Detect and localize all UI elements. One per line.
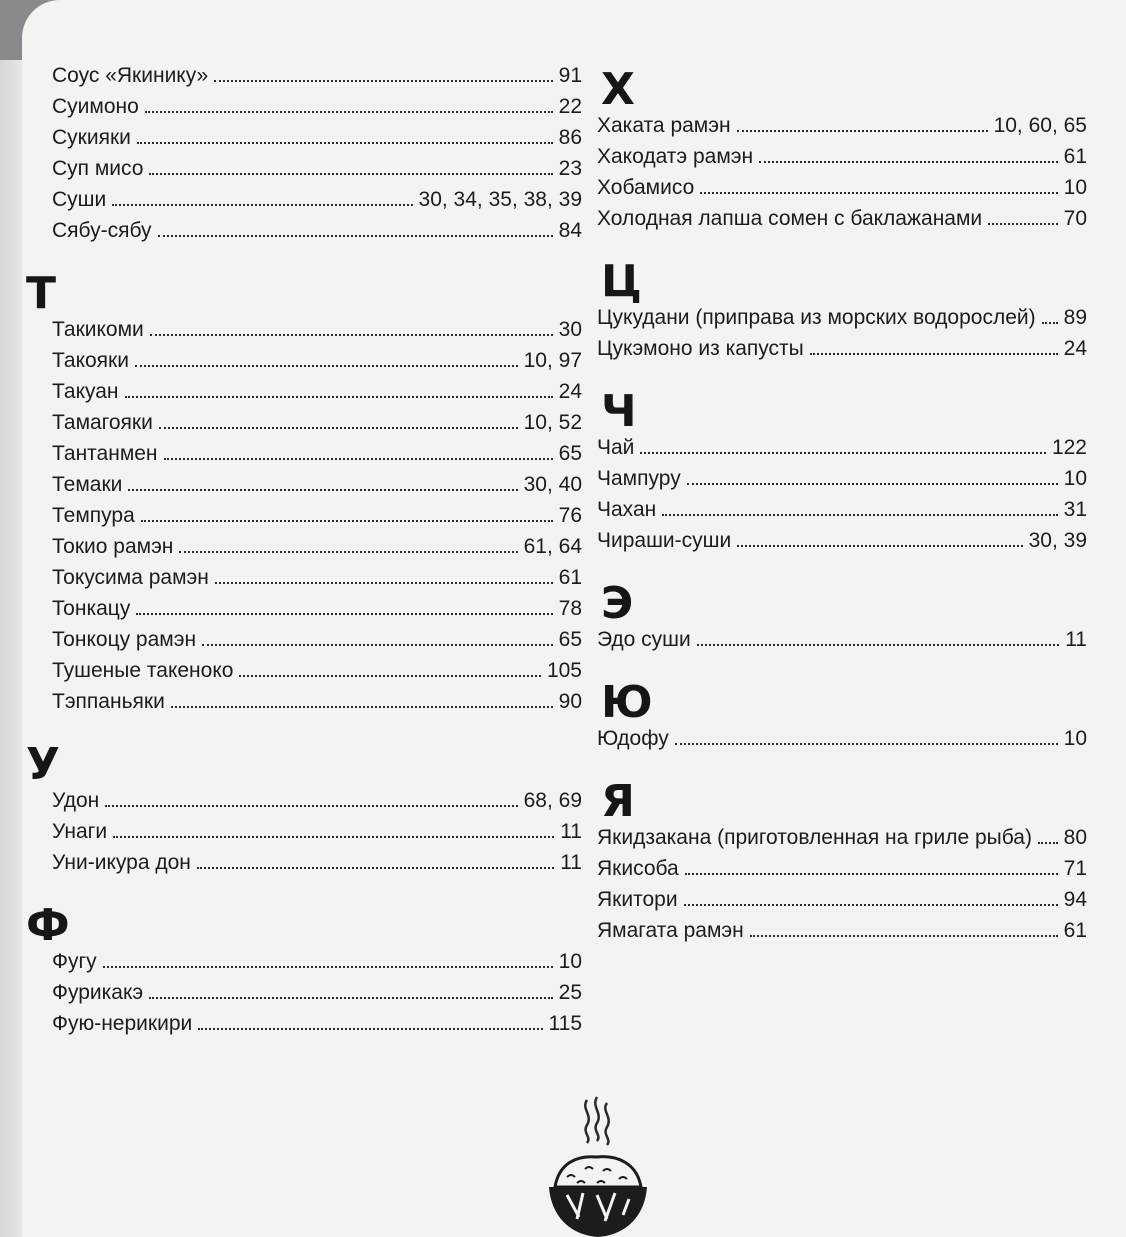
entry-name: Темаки	[52, 473, 123, 496]
dot-leader	[239, 675, 541, 677]
entry-pages: 30, 34, 35, 38, 39	[418, 188, 582, 211]
dot-leader	[145, 111, 553, 113]
entry-name: Холодная лапша сомен с баклажанами	[597, 207, 983, 230]
entry-name: Хобамисо	[597, 176, 695, 199]
entry-name: Якитори	[597, 888, 678, 911]
index-entry	[22, 126, 582, 157]
entry-pages: 89	[1063, 306, 1087, 329]
dot-leader	[675, 743, 1058, 745]
index-entry	[22, 950, 582, 981]
index-entry	[597, 207, 1087, 238]
dot-leader	[135, 365, 518, 367]
index-entry	[22, 442, 582, 473]
entry-name: Такояки	[52, 349, 129, 372]
entry-pages: 84	[558, 219, 582, 242]
dot-leader	[149, 997, 553, 999]
entry-name: Цукэмоно из капусты	[597, 337, 804, 360]
entry-name: Соус «Якинику»	[52, 64, 209, 87]
dot-leader	[988, 223, 1057, 225]
entry-name: Чай	[597, 436, 635, 459]
entry-name: Суимоно	[52, 95, 139, 118]
entry-pages: 80	[1063, 826, 1087, 849]
entry-name: Тушеные такеноко	[52, 659, 234, 682]
dot-leader	[171, 706, 553, 708]
section-letter: Ф	[26, 900, 70, 951]
index-entry	[22, 628, 582, 659]
entry-pages: 122	[1051, 436, 1087, 459]
entry-name: Фую-нерикири	[52, 1012, 193, 1035]
index-entry	[22, 188, 582, 219]
entry-name: Суши	[52, 188, 107, 211]
entry-pages: 90	[558, 690, 582, 713]
index-entry	[597, 498, 1087, 529]
index-entry	[22, 820, 582, 851]
dot-leader	[141, 520, 553, 522]
entry-name: Хакодатэ рамэн	[597, 145, 754, 168]
entry-pages: 61, 64	[523, 535, 582, 558]
index-entry	[597, 857, 1087, 888]
entry-name: Якидзакана (приготовленная на гриле рыба)	[597, 826, 1032, 849]
entry-pages: 22	[558, 95, 582, 118]
section-letter: Х	[601, 64, 635, 115]
entry-pages: 11	[560, 820, 582, 843]
entry-pages: 30, 40	[523, 473, 582, 496]
entry-pages: 10	[1063, 176, 1087, 199]
dot-leader	[215, 582, 553, 584]
index-entry	[597, 306, 1087, 337]
entry-name: Токио рамэн	[52, 535, 174, 558]
dot-leader	[759, 161, 1058, 163]
index-entry	[597, 176, 1087, 207]
index-entry	[597, 114, 1087, 145]
entry-name: Ямагата рамэн	[597, 919, 744, 942]
dot-leader	[697, 644, 1059, 646]
index-entry	[22, 504, 582, 535]
index-entry	[22, 851, 582, 882]
index-entry	[22, 95, 582, 126]
entry-pages: 105	[546, 659, 582, 682]
entry-name: Удон	[52, 789, 100, 812]
index-entry	[22, 659, 582, 690]
entry-pages: 68, 69	[523, 789, 582, 812]
dot-leader	[113, 836, 554, 838]
dot-leader	[214, 80, 553, 82]
index-entry	[597, 628, 1087, 659]
dot-leader	[684, 904, 1058, 906]
dot-leader	[105, 805, 517, 807]
entry-name: Цукудани (приправа из морских водорослей)	[597, 306, 1036, 329]
dot-leader	[640, 452, 1046, 454]
entry-name: Унаги	[52, 820, 108, 843]
index-entry	[22, 411, 582, 442]
section-letter: Ц	[601, 256, 642, 307]
dot-leader	[164, 458, 553, 460]
entry-name: Фугу	[52, 950, 97, 973]
index-column-right	[597, 64, 1087, 950]
entry-pages: 70	[1063, 207, 1087, 230]
entry-pages: 86	[558, 126, 582, 149]
dot-leader	[198, 1028, 542, 1030]
entry-name: Такикоми	[52, 318, 144, 341]
entry-name: Тантанмен	[52, 442, 158, 465]
index-entry	[597, 467, 1087, 498]
dot-leader	[662, 514, 1057, 516]
index-page	[22, 0, 1126, 1237]
entry-name: Суп мисо	[52, 157, 144, 180]
entry-pages: 65	[558, 442, 582, 465]
entry-name: Хаката рамэн	[597, 114, 731, 137]
index-entry	[22, 690, 582, 721]
entry-pages: 24	[558, 380, 582, 403]
entry-name: Фурикакэ	[52, 981, 144, 1004]
index-entry	[597, 919, 1087, 950]
entry-name: Тамагояки	[52, 411, 153, 434]
index-entry	[22, 1012, 582, 1043]
entry-name: Эдо суши	[597, 628, 691, 651]
entry-name: Такуан	[52, 380, 119, 403]
entry-pages: 30	[558, 318, 582, 341]
section-letter: Ч	[601, 386, 637, 437]
index-entry	[597, 727, 1087, 758]
dot-leader	[136, 613, 552, 615]
entry-name: Темпура	[52, 504, 135, 527]
entry-pages: 91	[558, 64, 582, 87]
dot-leader	[202, 644, 553, 646]
dot-leader	[1042, 322, 1058, 324]
dot-leader	[158, 235, 553, 237]
dot-leader	[810, 353, 1058, 355]
dot-leader	[750, 935, 1058, 937]
index-entry	[597, 145, 1087, 176]
entry-pages: 94	[1063, 888, 1087, 911]
dot-leader	[149, 173, 552, 175]
entry-pages: 25	[558, 981, 582, 1004]
entry-pages: 10, 52	[523, 411, 582, 434]
entry-pages: 65	[558, 628, 582, 651]
entry-pages: 71	[1063, 857, 1087, 880]
index-entry	[22, 566, 582, 597]
dot-leader	[700, 192, 1057, 194]
entry-pages: 11	[1065, 628, 1087, 651]
index-entry	[22, 64, 582, 95]
entry-pages: 78	[558, 597, 582, 620]
entry-pages: 61	[1063, 145, 1087, 168]
entry-pages: 30, 39	[1028, 529, 1087, 552]
dot-leader	[737, 545, 1022, 547]
entry-pages: 61	[558, 566, 582, 589]
dot-leader	[112, 204, 412, 206]
dot-leader	[150, 334, 553, 336]
dot-leader	[687, 483, 1058, 485]
entry-name: Сукияки	[52, 126, 131, 149]
entry-pages: 10, 97	[523, 349, 582, 372]
index-entry	[22, 349, 582, 380]
entry-name: Уни-икура дон	[52, 851, 191, 874]
section-letter: Ю	[601, 677, 653, 728]
dot-leader	[685, 873, 1058, 875]
dot-leader	[137, 142, 553, 144]
entry-pages: 10	[558, 950, 582, 973]
dot-leader	[128, 489, 517, 491]
index-entry	[22, 473, 582, 504]
dot-leader	[179, 551, 517, 553]
index-column-left	[22, 64, 582, 1043]
section-letter: Т	[26, 268, 57, 319]
entry-name: Тонкоцу рамэн	[52, 628, 197, 651]
entry-name: Якисоба	[597, 857, 679, 880]
index-entry	[597, 826, 1087, 857]
entry-pages: 24	[1063, 337, 1087, 360]
section-letter: Э	[601, 578, 634, 629]
entry-name: Чираши-суши	[597, 529, 732, 552]
entry-name: Тонкацу	[52, 597, 131, 620]
index-entry	[597, 529, 1087, 560]
entry-name: Тэппаньяки	[52, 690, 165, 713]
entry-pages: 10, 60, 65	[993, 114, 1087, 137]
entry-pages: 11	[560, 851, 582, 874]
rice-bowl-icon	[537, 1095, 657, 1237]
entry-name: Сябу-сябу	[52, 219, 152, 242]
dot-leader	[125, 396, 553, 398]
dot-leader	[159, 427, 518, 429]
index-entry	[597, 888, 1087, 919]
entry-name: Чахан	[597, 498, 657, 521]
index-entry	[22, 597, 582, 628]
index-entry	[22, 380, 582, 411]
index-entry	[22, 789, 582, 820]
index-entry	[22, 219, 582, 250]
section-letter: Я	[601, 776, 635, 827]
index-entry	[22, 318, 582, 349]
dot-leader	[103, 966, 553, 968]
index-entry	[22, 981, 582, 1012]
entry-pages: 61	[1063, 919, 1087, 942]
entry-name: Токусима рамэн	[52, 566, 209, 589]
index-entry	[597, 337, 1087, 368]
entry-pages: 23	[558, 157, 582, 180]
entry-pages: 10	[1063, 727, 1087, 750]
section-letter: У	[26, 739, 60, 790]
entry-name: Юдофу	[597, 727, 669, 750]
entry-pages: 115	[548, 1012, 582, 1035]
entry-name: Чампуру	[597, 467, 681, 490]
dot-leader	[197, 867, 554, 869]
index-entry	[597, 436, 1087, 467]
index-entry	[22, 535, 582, 566]
entry-pages: 10	[1063, 467, 1087, 490]
index-entry	[22, 157, 582, 188]
dot-leader	[1038, 842, 1058, 844]
entry-pages: 31	[1063, 498, 1087, 521]
entry-pages: 76	[558, 504, 582, 527]
dot-leader	[737, 130, 988, 132]
